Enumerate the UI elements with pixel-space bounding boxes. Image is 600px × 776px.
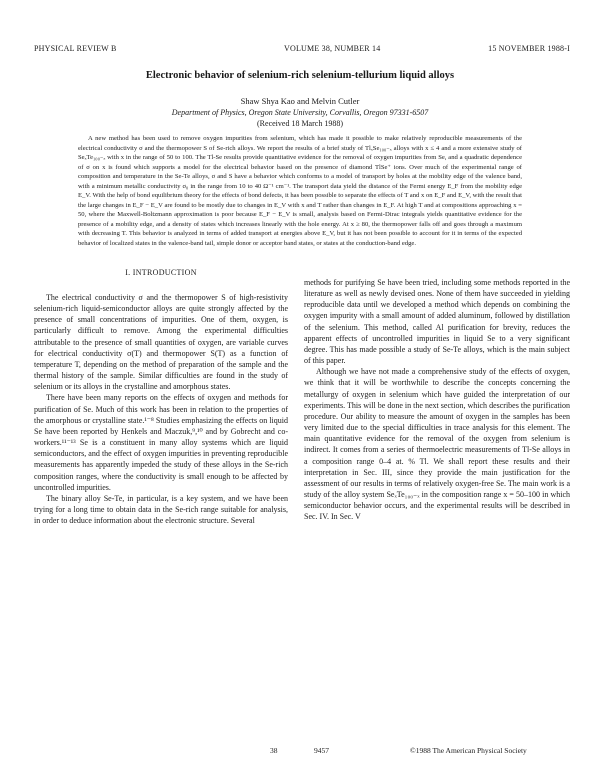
paragraph: The binary alloy Se-Te, in particular, is a key system, and we have been trying for a long time to obtain data in the Se-rich range suitable for analysis, in order to deduce information about the electronic structure. Several xyxy=(34,493,288,526)
page-number: 9457 xyxy=(314,746,329,755)
paragraph: There have been many reports on the effects of oxygen and methods for purification of Se. Much of this work has been in relation to the properties of the amorphous or crystalline state.¹⁻⁸ Studies emphasizing the effects on liquid Se have been reported by Henkels and Maczuk,⁹,¹⁰ and by Gobrecht and co-workers.¹¹⁻¹³ Se is a constituent in many alloy systems which are liquid semiconductors, and the effect of oxygen impurities in preventing reproducible measurements has apparently impeded the study of these alloys in the Se-rich composition ranges, where the conductivity is small enough to be affected by uncontrolled impurities. xyxy=(34,393,288,492)
paper-title: Electronic behavior of selenium-rich selenium-tellurium liquid alloys xyxy=(145,70,455,81)
paragraph: The electrical conductivity σ and the thermopower S of high-resistivity selenium-rich liquid-semiconductor alloys are quite strongly affected by the presence of small concentrations of impurities. One of them, oxygen, is particularly difficult to remove. Among the experimental difficulties attributable to the presence of small quantities of oxygen, are variable curves for electrical conductivity σ(T) and thermopower S(T) as a function of temperature T, depending on the method of preparation of the sample and the thermal history of the sample. Similar difficulties are found in the study of selenium or its alloys in the crystalline and amorphous states. xyxy=(34,293,288,392)
volume-number: VOLUME 38, NUMBER 14 xyxy=(284,44,381,53)
abstract: A new method has been used to remove oxygen impurities from selenium, which has made it possible to make relatively reproducible measurements of the electrical conductivity σ and the thermopower S of Se-rich alloys. We report the results of a brief study of TlₓSe₁₀₀₋ₓ alloys with x ≤ 4 and a more extensive study of SeₓTe₁₀₀₋ₓ with x in the range of 50 to 100. The Tl-Se results provide quantitative evidence for the removal of oxygen impurities from Se, and a quadratic dependence of σ on x is found which supports a model for the electrical behavior based on the presence of diamond TlSe⁺ ions. Over much of the experimental range of composition and temperature in the Se-Te alloys, σ and S have a behavior which conforms to a model of transport by holes at the mobility edge of the valence band, with a minimum metallic conductivity σ₀ in the range from 10 to 40 Ω⁻¹ cm⁻¹. The transport data yield the distance of the Fermi energy E_F from the mobility edge E_V. With the help of bond equilibrium theory for the effects of bond defects, it has been possible to separate the effects of T and x on E_F and E_V, with the result that the large changes in E_F − E_V are found to be mostly due to changes in E_V with x and T rather than changes in E_F. At high T and at compositions approaching x = 50, where the Maxwell-Boltzmann approximation is poor because E_F − E_V is small, analysis based on Fermi-Dirac integrals yields quantitative evidence for the presence of a mobility edge, and a density of states which increases linearly with the hole energy. At x ≥ 80, the thermopower falls off and goes through a maximum with decreasing T. This behavior is analyzed in terms of added transport at energies above E_V, but it has not been possible to account for it in terms of the expected behavior of localized states in the valence-band tail, simple donor or acceptor band states, or states at the conduction-band edge. xyxy=(78,135,522,248)
paragraph: Although we have not made a comprehensive study of the effects of oxygen, we think that it will be worthwhile to describe the concepts concerning the metallurgy of oxygen in selenium which have guided the interpretation of our experiments. This will be done in the next section, which describes the purification procedure. Our ability to measure the amount of oxygen in the samples has been very limited due to the special difficulties in trace analysis for this element. The main quantitative evidence for the removal of the oxygen from selenium is indirect. It comes from a series of thermoelectric measurements of Tl-Se alloys in a composition range 0–4 at. % Tl. We shall report these results and their interpretation in Sec. III, since they provide the main justification for the assessment of our results in terms of relatively oxygen-free Se. The main work is a study of the alloy system SeₓTe₁₀₀₋ₓ in the composition range x = 50–100 in which semiconductor behavior occurs, and the experimental results will be described in Sec. IV. In Sec. V xyxy=(304,367,570,522)
footer-volume: 38 xyxy=(270,746,278,755)
issue-date: 15 NOVEMBER 1988-I xyxy=(488,44,570,53)
right-column xyxy=(304,277,570,747)
affiliation: Department of Physics, Oregon State University, Corvallis, Oregon 97331-6507 xyxy=(171,108,429,117)
journal-name: PHYSICAL REVIEW B xyxy=(34,44,117,53)
section-heading: I. INTRODUCTION xyxy=(125,268,197,277)
authors: Shaw Shya Kao and Melvin Cutler xyxy=(240,96,360,106)
paragraph: methods for purifying Se have been tried, including some methods reported in the literature as well as newly devised ones. None of them have succeeded in yielding reproducible data until we developed a method which depends on combining the oxygen impurity with a small amount of added aluminum, followed by distillation of the selenium. This method, called Al purification for brevity, reduces the apparent effects of uncontrolled impurities in liquid Se to a very significant degree. This has made possible a study of Se-Te alloys, which is the main subject of this paper. xyxy=(304,278,570,366)
left-column xyxy=(34,292,288,739)
copyright: ©1988 The American Physical Society xyxy=(410,746,527,755)
running-header xyxy=(34,44,570,53)
received-date: (Received 18 March 1988) xyxy=(257,119,343,128)
